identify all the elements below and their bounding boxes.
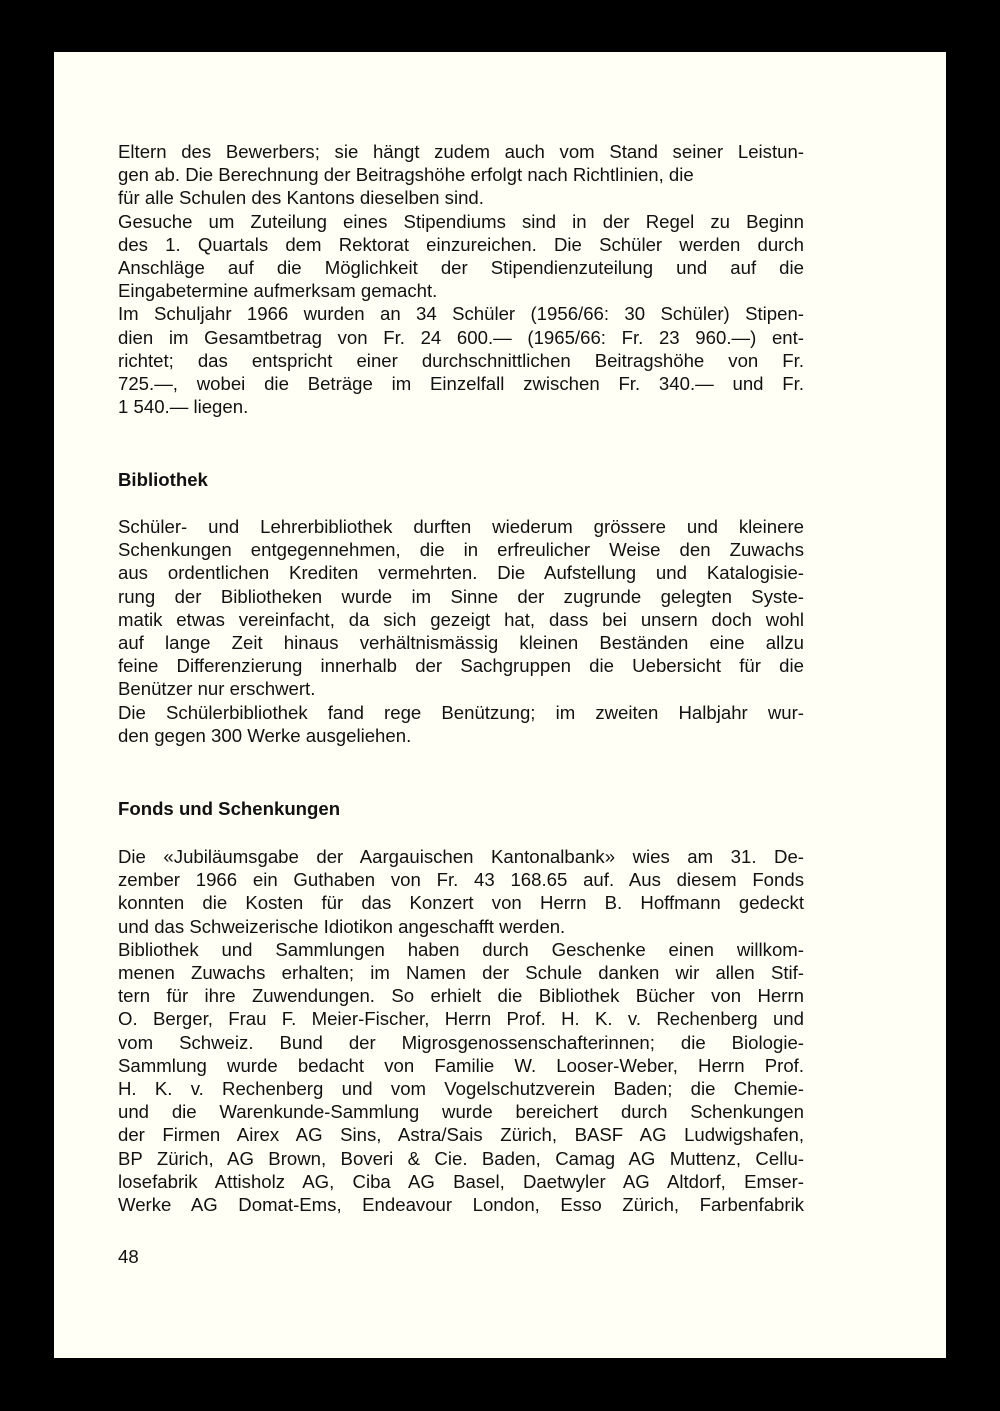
text-line: BP Zürich, AG Brown, Boveri & Cie. Baden, Camag AG Muttenz, Cellu- [118,1147,804,1169]
text-line: Im Schuljahr 1966 wurden an 34 Schüler (1956/66: 30 Schüler) Stipen- [118,303,804,325]
text-line: losefabrik Attisholz AG, Ciba AG Basel, Daetwyler AG Altdorf, Emser- [118,1170,804,1192]
text-line: menen Zuwachs erhalten; im Namen der Schule danken wir allen Stif- [118,962,804,984]
stipendien-paragraph [118,140,804,418]
text-line: matik etwas vereinfacht, da sich gezeigt hat, dass bei unsern doch wohl [118,608,804,630]
text-line: Sammlung wurde bedacht von Familie W. Looser-Weber, Herrn Prof. [118,1054,804,1076]
text-line: feine Differenzierung innerhalb der Sachgruppen die Uebersicht für die [118,655,804,677]
text-line: Anschläge auf die Möglichkeit der Stipendienzuteilung und auf die [118,257,804,279]
text-line: und die Warenkunde-Sammlung wurde bereichert durch Schenkungen [118,1101,804,1123]
document-page [54,52,946,1358]
text-line: Die Schülerbibliothek fand rege Benützung; im zweiten Halbjahr wur- [118,701,804,723]
text-line: Schüler- und Lehrerbibliothek durften wiederum grössere und kleinere [118,516,804,537]
text-line: rung der Bibliotheken wurde im Sinne der zugrunde gelegten Syste- [118,585,804,607]
text-line: vom Schweiz. Bund der Migrosgenossenschafterinnen; die Biologie- [118,1031,804,1053]
text-line: auf lange Zeit hinaus verhältnismässig kleinen Beständen eine allzu [118,632,804,654]
text-line: Die «Jubiläumsgabe der Aargauischen Kantonalbank» wies am 31. De- [118,846,804,867]
text-line: der Firmen Airex AG Sins, Astra/Sais Zürich, BASF AG Ludwigshafen, [118,1124,804,1146]
section-heading-bibliothek: Bibliothek [118,469,208,490]
text-line: Bibliothek und Sammlungen haben durch Geschenke einen willkom- [118,938,804,960]
text-line: des 1. Quartals dem Rektorat einzureichen. Die Schüler werden durch [118,233,804,255]
text-line: dien im Gesamtbetrag von Fr. 24 600.— (1965/66: Fr. 23 960.—) ent- [118,326,804,348]
section-heading-fonds: Fonds und Schenkungen [118,798,341,819]
page-number: 48 [118,1246,139,1267]
text-line: und das Schweizerische Idiotikon angeschafft werden. [118,915,566,937]
fonds-paragraph [118,845,804,1216]
text-line: aus ordentlichen Krediten vermehrten. Die Aufstellung und Katalogisie- [118,562,804,584]
text-line: richtet; das entspricht einer durchschnittlichen Beitragshöhe von Fr. [118,349,804,371]
text-line: Schenkungen entgegennehmen, die in erfreulicher Weise den Zuwachs [118,539,804,561]
text-line: konnten die Kosten für das Konzert von Herrn B. Hoffmann gedeckt [118,892,804,914]
text-line: Benützer nur erschwert. [118,678,316,700]
text-line: Werke AG Domat-Ems, Endeavour London, Esso Zürich, Farbenfabrik [118,1194,804,1216]
text-line: Eingabetermine aufmerksam gemacht. [118,280,438,302]
text-line: Eltern des Bewerbers; sie hängt zudem auch vom Stand seiner Leistun- [118,141,804,162]
text-line: den gegen 300 Werke ausgeliehen. [118,724,412,746]
text-line: O. Berger, Frau F. Meier-Fischer, Herrn Prof. H. K. v. Rechenberg und [118,1008,804,1030]
text-line: 1 540.— liegen. [118,396,249,418]
text-line: gen ab. Die Berechnung der Beitragshöhe erfolgt nach Richtlinien, die [118,164,694,186]
text-line: H. K. v. Rechenberg und vom Vogelschutzverein Baden; die Chemie- [118,1078,804,1100]
text-line: zember 1966 ein Guthaben von Fr. 43 168.65 auf. Aus diesem Fonds [118,869,804,891]
bibliothek-paragraph [118,515,804,747]
text-line: Gesuche um Zuteilung eines Stipendiums sind in der Regel zu Beginn [118,210,804,232]
text-line: tern für ihre Zuwendungen. So erhielt die Bibliothek Bücher von Herrn [118,985,804,1007]
text-line: 725.—, wobei die Beträge im Einzelfall zwischen Fr. 340.— und Fr. [118,373,804,395]
text-line: für alle Schulen des Kantons dieselben sind. [118,187,484,209]
